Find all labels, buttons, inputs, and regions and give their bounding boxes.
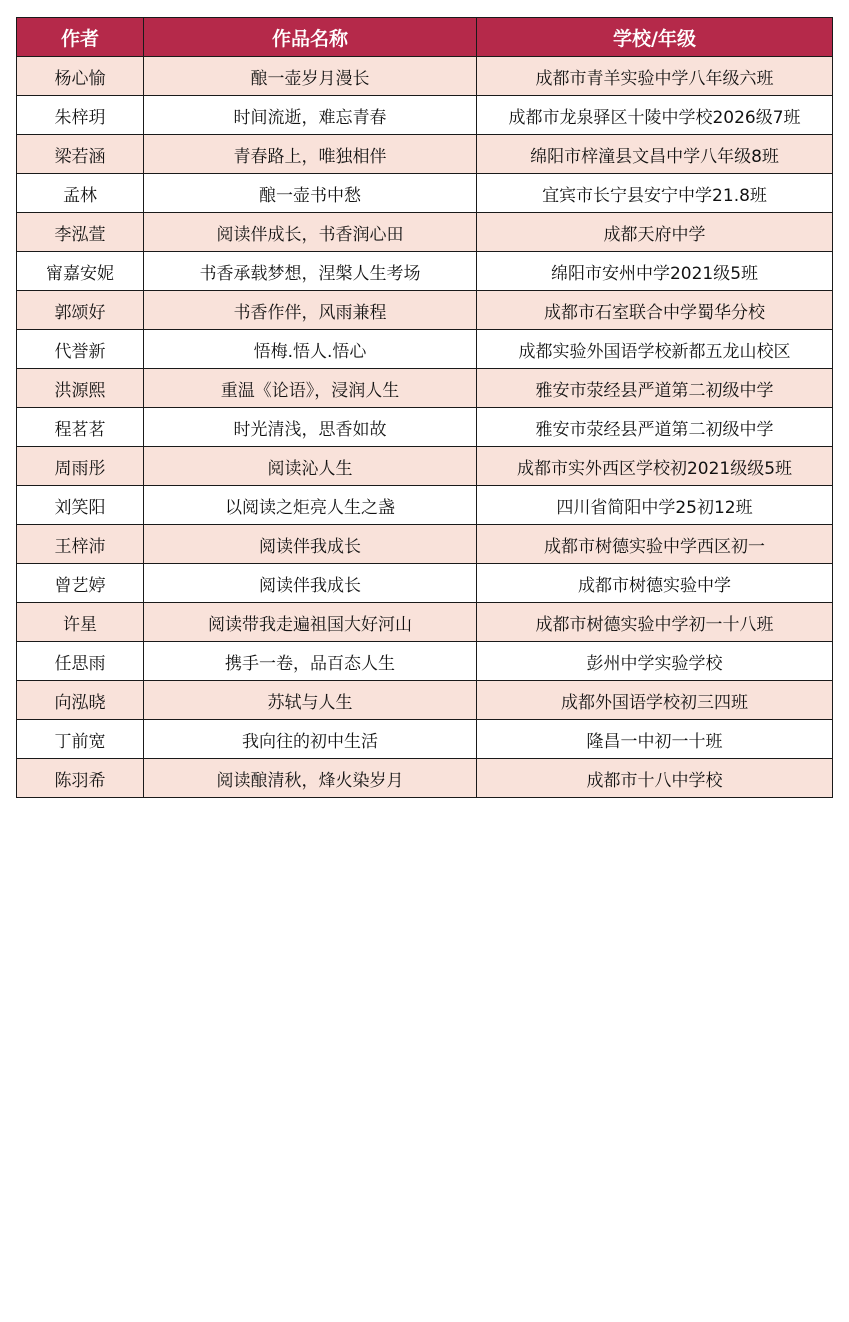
cell-work-title: 时光清浅，思香如故 — [144, 408, 477, 447]
cell-author: 梁若涵 — [17, 135, 144, 174]
cell-school-grade: 成都市十八中学校 — [477, 759, 833, 798]
cell-author: 程茗茗 — [17, 408, 144, 447]
cell-work-title: 悟梅.悟人.悟心 — [144, 330, 477, 369]
cell-school-grade: 成都市青羊实验中学八年级六班 — [477, 57, 833, 96]
table-row — [17, 135, 833, 174]
cell-work-title: 阅读带我走遍祖国大好河山 — [144, 603, 477, 642]
cell-work-title: 重温《论语》，浸润人生 — [144, 369, 477, 408]
table-row — [17, 603, 833, 642]
table-row — [17, 720, 833, 759]
cell-school-grade: 成都市实外西区学校初2021级级5班 — [477, 447, 833, 486]
cell-work-title: 时间流逝，难忘青春 — [144, 96, 477, 135]
table-row — [17, 642, 833, 681]
table-row — [17, 174, 833, 213]
table-row — [17, 213, 833, 252]
cell-author: 洪源熙 — [17, 369, 144, 408]
cell-school-grade: 绵阳市梓潼县文昌中学八年级8班 — [477, 135, 833, 174]
cell-author: 曾艺婷 — [17, 564, 144, 603]
cell-author: 孟林 — [17, 174, 144, 213]
awards-table — [16, 17, 833, 798]
table-row — [17, 408, 833, 447]
cell-author: 郭颂好 — [17, 291, 144, 330]
cell-school-grade: 成都外国语学校初三四班 — [477, 681, 833, 720]
cell-author: 许星 — [17, 603, 144, 642]
cell-school-grade: 成都市龙泉驿区十陵中学校2026级7班 — [477, 96, 833, 135]
cell-school-grade: 雅安市荥经县严道第二初级中学 — [477, 408, 833, 447]
cell-author: 代誉新 — [17, 330, 144, 369]
table-body — [17, 57, 833, 798]
cell-school-grade: 绵阳市安州中学2021级5班 — [477, 252, 833, 291]
cell-work-title: 阅读伴我成长 — [144, 525, 477, 564]
header-author: 作者 — [17, 18, 144, 57]
table-row — [17, 681, 833, 720]
header-school-grade: 学校/年级 — [477, 18, 833, 57]
cell-work-title: 我向往的初中生活 — [144, 720, 477, 759]
cell-work-title: 苏轼与人生 — [144, 681, 477, 720]
cell-author: 李泓萱 — [17, 213, 144, 252]
cell-work-title: 书香作伴，风雨兼程 — [144, 291, 477, 330]
table-row — [17, 291, 833, 330]
table-header-row — [17, 18, 833, 57]
cell-author: 丁前宽 — [17, 720, 144, 759]
cell-work-title: 阅读伴我成长 — [144, 564, 477, 603]
table-row — [17, 486, 833, 525]
cell-author: 陈羽希 — [17, 759, 144, 798]
cell-work-title: 酿一壶岁月漫长 — [144, 57, 477, 96]
cell-school-grade: 成都市树德实验中学 — [477, 564, 833, 603]
cell-work-title: 阅读酿清秋，烽火染岁月 — [144, 759, 477, 798]
cell-school-grade: 成都市石室联合中学蜀华分校 — [477, 291, 833, 330]
cell-work-title: 青春路上，唯独相伴 — [144, 135, 477, 174]
table-row — [17, 564, 833, 603]
cell-author: 杨心愉 — [17, 57, 144, 96]
table-row — [17, 447, 833, 486]
cell-author: 向泓晓 — [17, 681, 144, 720]
cell-school-grade: 成都市树德实验中学西区初一 — [477, 525, 833, 564]
table-row — [17, 525, 833, 564]
cell-author: 王梓沛 — [17, 525, 144, 564]
cell-author: 甯嘉安妮 — [17, 252, 144, 291]
cell-work-title: 以阅读之炬亮人生之盏 — [144, 486, 477, 525]
cell-school-grade: 隆昌一中初一十班 — [477, 720, 833, 759]
table-row — [17, 759, 833, 798]
cell-school-grade: 成都天府中学 — [477, 213, 833, 252]
cell-author: 刘笑阳 — [17, 486, 144, 525]
cell-school-grade: 雅安市荥经县严道第二初级中学 — [477, 369, 833, 408]
cell-work-title: 酿一壶书中愁 — [144, 174, 477, 213]
cell-author: 周雨彤 — [17, 447, 144, 486]
table-row — [17, 330, 833, 369]
cell-work-title: 阅读伴成长，书香润心田 — [144, 213, 477, 252]
cell-school-grade: 宜宾市长宁县安宁中学21.8班 — [477, 174, 833, 213]
cell-author: 任思雨 — [17, 642, 144, 681]
table-row — [17, 252, 833, 291]
awards-table-container — [16, 17, 832, 798]
table-row — [17, 96, 833, 135]
header-work-title: 作品名称 — [144, 18, 477, 57]
cell-school-grade: 彭州中学实验学校 — [477, 642, 833, 681]
table-row — [17, 369, 833, 408]
table-row — [17, 57, 833, 96]
cell-work-title: 书香承载梦想，涅槃人生考场 — [144, 252, 477, 291]
cell-school-grade: 四川省简阳中学25初12班 — [477, 486, 833, 525]
cell-author: 朱梓玥 — [17, 96, 144, 135]
cell-school-grade: 成都市树德实验中学初一十八班 — [477, 603, 833, 642]
cell-work-title: 阅读沁人生 — [144, 447, 477, 486]
cell-school-grade: 成都实验外国语学校新都五龙山校区 — [477, 330, 833, 369]
cell-work-title: 携手一卷，品百态人生 — [144, 642, 477, 681]
